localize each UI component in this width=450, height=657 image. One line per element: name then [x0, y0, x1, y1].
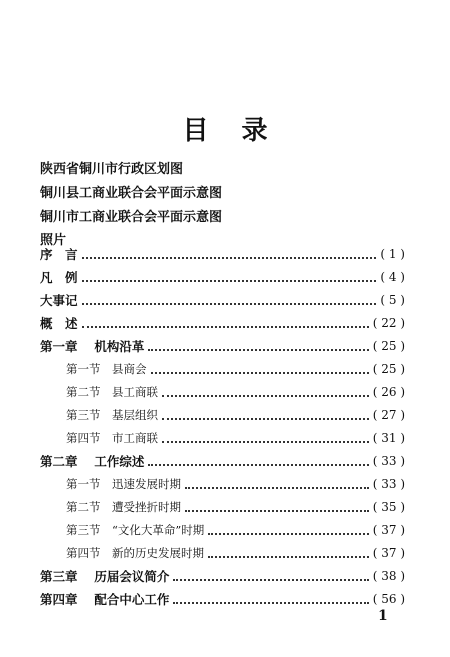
toc-page: ( 35 )	[372, 500, 405, 514]
toc-label: 序 言	[40, 247, 78, 262]
title-char-1: 目	[182, 116, 209, 146]
photos-entry: 照片	[40, 233, 67, 248]
toc-page: ( 37 )	[372, 546, 405, 560]
toc-entry	[40, 243, 405, 265]
map-entry: 陕西省铜川市行政区划图	[40, 162, 184, 177]
toc-page: ( 26 )	[372, 385, 405, 399]
page-title	[0, 110, 450, 147]
toc-section	[66, 381, 405, 403]
toc-page: ( 22 )	[372, 316, 405, 330]
toc-page: ( 5 )	[380, 293, 405, 307]
toc-chapter	[40, 335, 405, 357]
map-entry: 铜川市工商业联合会平面示意图	[40, 210, 223, 225]
toc-label: 第三节 “文化大革命”时期	[66, 523, 205, 537]
leader-dots	[82, 302, 377, 305]
leader-dots	[82, 279, 377, 282]
toc-page: ( 4 )	[380, 270, 405, 284]
toc-page: ( 33 )	[372, 477, 405, 491]
toc-section	[66, 473, 405, 495]
toc-page: ( 56 )	[372, 592, 405, 606]
toc-page: ( 33 )	[372, 454, 405, 468]
leader-dots	[82, 256, 377, 259]
leader-dots	[185, 509, 369, 512]
toc-entry	[40, 312, 405, 334]
map-entry: 铜川县工商业联合会平面示意图	[40, 186, 223, 201]
toc-label: 第二章 工作综述	[40, 454, 145, 469]
toc-page: ( 31 )	[372, 431, 405, 445]
toc-section	[66, 404, 405, 426]
toc-page: ( 27 )	[372, 408, 405, 422]
toc-page: ( 37 )	[372, 523, 405, 537]
toc-page: ( 25 )	[372, 339, 405, 353]
toc-section	[66, 358, 405, 380]
toc-label: 第四章 配合中心工作	[40, 592, 170, 607]
toc-label: 第三节 基层组织	[66, 408, 158, 422]
leader-dots	[151, 371, 369, 374]
toc-label: 第四节 新的历史发展时期	[66, 546, 204, 560]
toc-label: 第一章 机构沿革	[40, 339, 145, 354]
toc-label: 第三章 历届会议简介	[40, 569, 170, 584]
toc-label: 第一节 迅速发展时期	[66, 477, 181, 491]
leader-dots	[148, 463, 368, 466]
toc-label: 第一节 县商会	[66, 362, 147, 376]
toc-chapter	[40, 450, 405, 472]
toc-page: ( 38 )	[372, 569, 405, 583]
toc-chapter	[40, 588, 405, 610]
toc-section	[66, 496, 405, 518]
toc-label: 第二节 遭受挫折时期	[66, 500, 181, 514]
leader-dots	[82, 325, 369, 328]
leader-dots	[173, 578, 368, 581]
title-char-2: 录	[241, 116, 268, 146]
toc-page: ( 1 )	[380, 247, 405, 261]
leader-dots	[208, 555, 369, 558]
leader-dots	[185, 486, 369, 489]
leader-dots	[148, 348, 368, 351]
leader-dots	[208, 532, 368, 535]
toc-label: 第二节 县工商联	[66, 385, 158, 399]
toc-label: 凡 例	[40, 270, 78, 285]
toc-label: 概 述	[40, 316, 78, 331]
toc-label: 第四节 市工商联	[66, 431, 158, 445]
toc-chapter	[40, 565, 405, 587]
toc-page: ( 25 )	[372, 362, 405, 376]
leader-dots	[173, 601, 368, 604]
page-number: 1	[378, 608, 388, 624]
toc-label: 大事记	[40, 293, 78, 308]
toc-section	[66, 519, 405, 541]
leader-dots	[162, 440, 369, 443]
leader-dots	[162, 394, 369, 397]
toc-section	[66, 427, 405, 449]
toc-entry	[40, 266, 405, 288]
toc-section	[66, 542, 405, 564]
leader-dots	[162, 417, 369, 420]
toc-entry	[40, 289, 405, 311]
